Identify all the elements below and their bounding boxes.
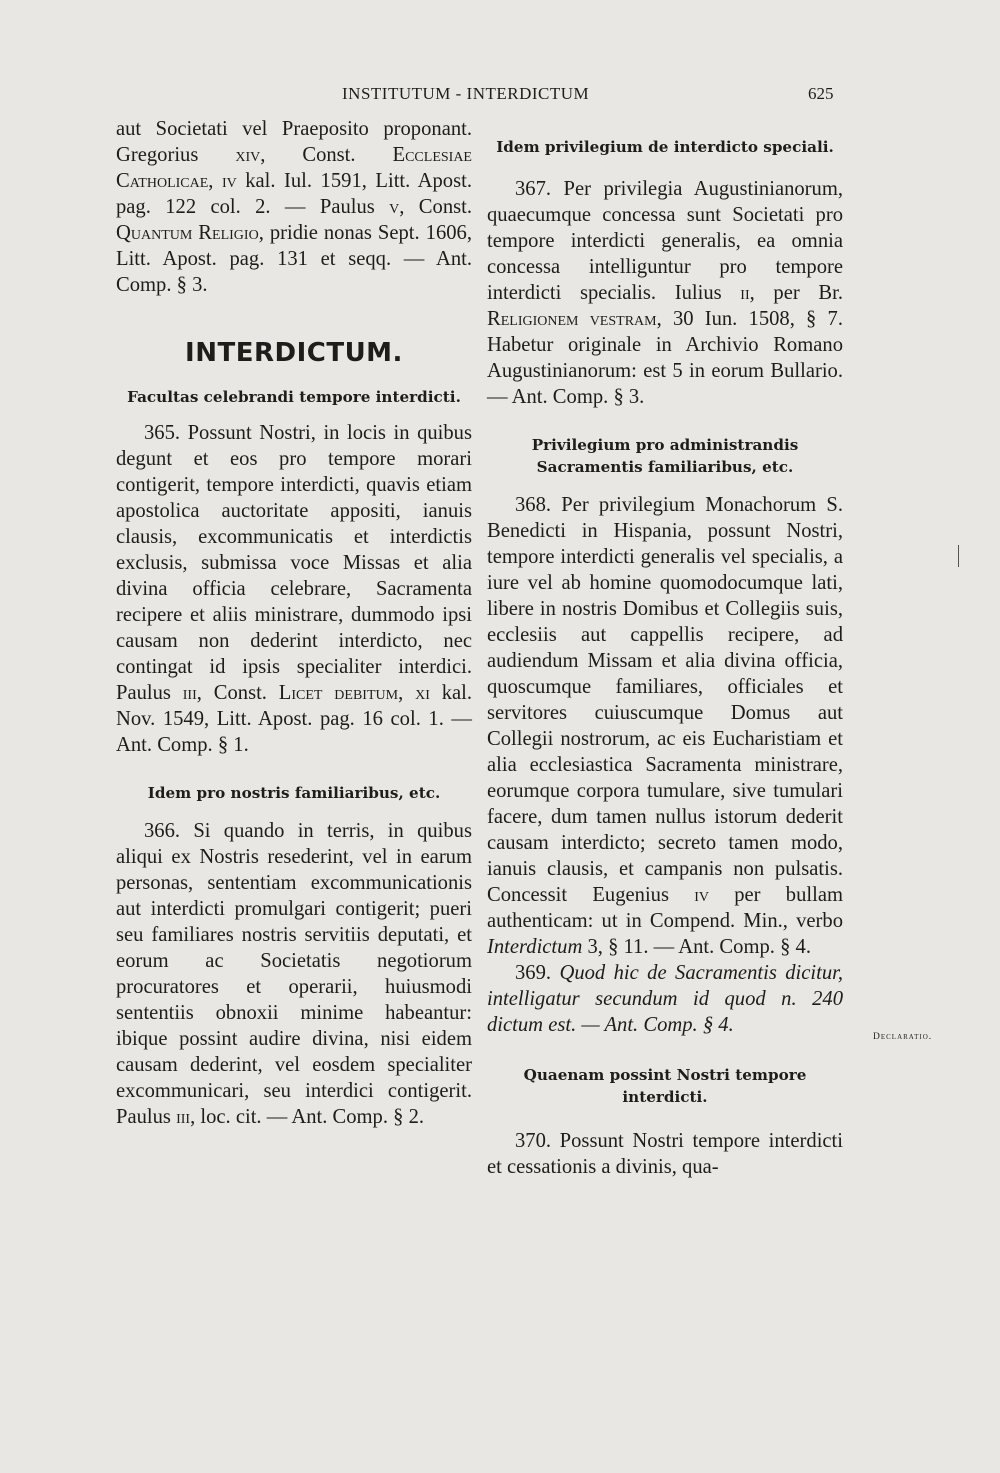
running-header	[0, 84, 1000, 110]
section-heading: Idem privilegium de interdicto speciali.	[496, 138, 834, 156]
continuation-paragraph: aut Societati vel Praeposito proponant. Gregorius xiv, Const. Ecclesiae Catholicae, iv kal. Iul. 1591, Litt. Apost. pag. 122 col. 2. — Paulus v, Const. Quantum Religio, pridie nonas Sept. 1606, Litt. Apost. pag. 131 et seqq. — Ant. Comp. § 3.	[116, 118, 472, 296]
section-heading: Quaenam possint Nostri tempore interdicti.	[523, 1066, 807, 1106]
paragraph-369: 369. Quod hic de Sacramentis dicitur, intelligatur secundum id quod n. 240 dictum est. — Ant. Comp. § 4.	[487, 962, 844, 1036]
paragraph-368: 368. Per privilegium Monachorum S. Benedicti in Hispania, possunt Nostri, tempore interdicti generalis vel specialis, a iure vel ab homine quomodocumque lati, libere in nostris Domibus et Collegiis suis, ecclesiis aut cappellis recipere, ad audiendum Missam et alia divina officia, quoscumque familiares, officiales et servitores cuiuscumque Domus aut Collegii nostrorum, ac eis Eucharistiam et alia ecclesiastica Sacramenta ministrare, eorumque corpora tumulare, sive tumulari facere, dum tamen nullus istorum dederit causam interdicto; secreto tamen modo, ianuis clausis, et campanis non pulsatis. Concessit Eugenius iv per bullam authenticam: ut in Compend. Min., verbo Interdictum 3, § 11. — Ant. Comp. § 4.	[487, 494, 843, 958]
section-heading: Idem pro nostris familiaribus, etc.	[147, 784, 441, 802]
paragraph-366: 366. Si quando in terris, in quibus aliqui ex Nostris resederint, vel in earum personas, sententiam excommunicationis aut interdicti promulgari contigerit; pueri seu familiares nostris servitiis deputati, et eorum ac Societatis negotiorum procuratores et operarii, huiusmodi sententiis obnoxii minime habeantur: ibique possint audire divina, nisi eidem causam dederint, vel eosdem specialiter excommunicari, seu interdici contigerit. Paulus iii, loc. cit. — Ant. Comp. § 2.	[116, 820, 472, 1128]
header-title: INSTITUTUM - INTERDICTUM	[342, 84, 590, 103]
margin-note: Declaratio.	[873, 1032, 933, 1042]
paragraph-367: 367. Per privilegia Augustinianorum, quaecumque concessa sunt Societati pro tempore interdicti generalis, ea omnia concessa intelliguntur pro tempore interdicti specialis. Iulius ii, per Br. Religionem vestram, 30 Iun. 1508, § 7. Habetur originale in Archivio Romano Augustinianorum: est 5 in eorum Bullario. — Ant. Comp. § 3.	[487, 178, 843, 408]
margin-mark	[958, 545, 959, 567]
section-heading: Privilegium pro administrandis Sacramentis familiaribus, etc.	[531, 436, 799, 476]
main-title: INTERDICTUM.	[185, 338, 403, 368]
paragraph-370: 370. Possunt Nostri tempore interdicti et cessationis a divinis, qua-	[487, 1130, 843, 1178]
left-column	[116, 116, 472, 1130]
right-column	[487, 116, 843, 1180]
section-heading: Facultas celebrandi tempore interdicti.	[127, 388, 461, 406]
page-number: 625	[808, 84, 834, 103]
paragraph-365: 365. Possunt Nostri, in locis in quibus degunt et eos pro tempore morari contigerit, tempore interdicti, quavis etiam apostolica auctoritate appositi, ianuis clausis, excommunicatis et interdictis exclusis, submissa voce Missas et alia divina officia celebrare, Sacramenta recipere et aliis ministrare, dummodo ipsi causam non dederint interdicto, nec contingat id ipsis specialiter interdici. Paulus iii, Const. Licet debitum, xi kal. Nov. 1549, Litt. Apost. pag. 16 col. 1. — Ant. Comp. § 1.	[116, 422, 472, 756]
